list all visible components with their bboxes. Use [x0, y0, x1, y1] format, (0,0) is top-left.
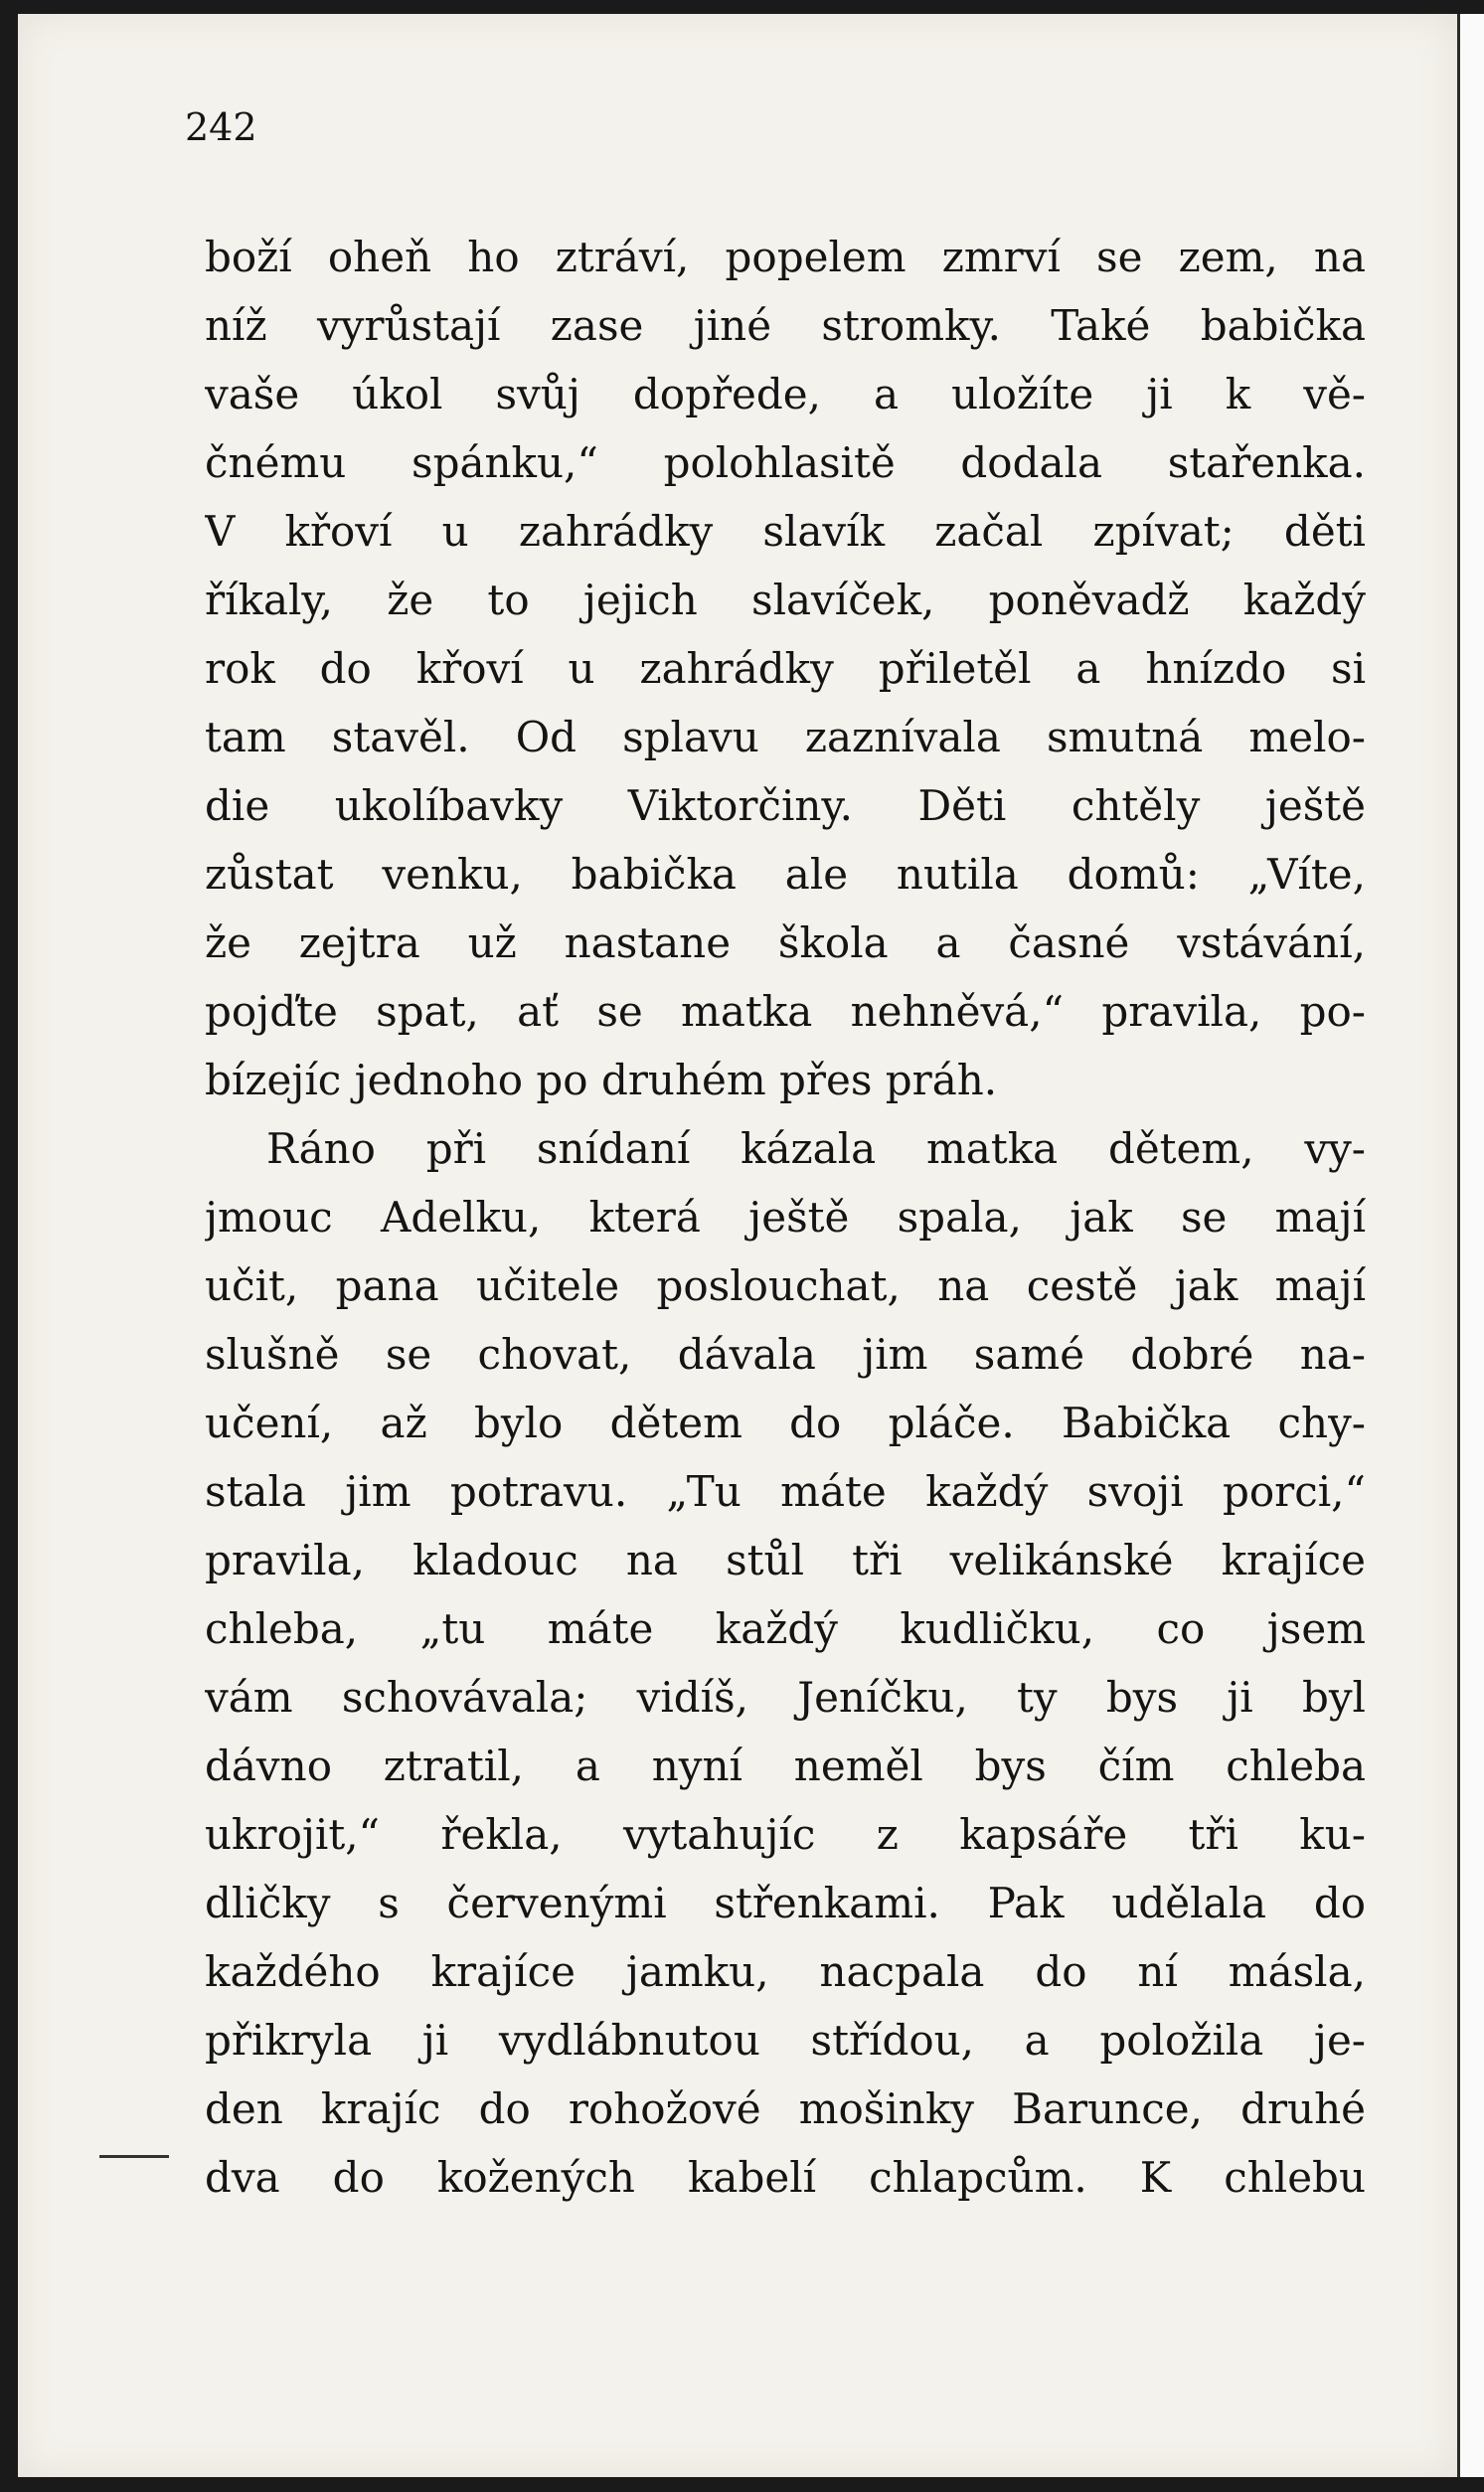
- text-line: rok do křoví u zahrádky přiletěl a hnízdo si: [205, 644, 1366, 693]
- text-line: níž vyrůstají zase jiné stromky. Také babička: [205, 301, 1366, 350]
- text-line: každého krajíce jamku, nacpala do ní másla,: [205, 1947, 1366, 1996]
- book-page: [18, 14, 1457, 2477]
- text-line: pojďte spat, ať se matka nehněvá,“ pravila, po-: [205, 987, 1366, 1036]
- page-number: 242: [185, 105, 257, 149]
- text-line: učit, pana učitele poslouchat, na cestě jak mají: [205, 1261, 1366, 1310]
- text-line: ukrojit,“ řekla, vytahujíc z kapsáře tři ku-: [205, 1810, 1366, 1859]
- text-line: učení, až bylo dětem do pláče. Babička chy-: [205, 1399, 1366, 1447]
- text-line: říkaly, že to jejich slavíček, poněvadž každý: [205, 576, 1366, 624]
- text-line: boží oheň ho ztráví, popelem zmrví se zem, na: [205, 233, 1366, 281]
- margin-mark: [99, 2155, 169, 2158]
- page-edge: [1457, 14, 1484, 2477]
- text-line: jmouc Adelku, která ještě spala, jak se mají: [205, 1193, 1366, 1242]
- text-line: pravila, kladouc na stůl tři velikánské krajíce: [205, 1536, 1366, 1584]
- text-line: chleba, „tu máte každý kudličku, co jsem: [205, 1604, 1366, 1653]
- text-line: tam stavěl. Od splavu zaznívala smutná melo-: [205, 713, 1366, 761]
- text-line: Ráno při snídaní kázala matka dětem, vy-: [266, 1124, 1366, 1173]
- text-line: dva do kožených kabelí chlapcům. K chlebu: [205, 2153, 1366, 2202]
- text-line: dávno ztratil, a nyní neměl bys čím chleba: [205, 1742, 1366, 1790]
- body-text: [205, 223, 1366, 2212]
- text-line: stala jim potravu. „Tu máte každý svoji porci,“: [205, 1467, 1366, 1516]
- text-line: slušně se chovat, dávala jim samé dobré na-: [205, 1330, 1366, 1379]
- text-line: přikryla ji vydlábnutou střídou, a položila je-: [205, 2016, 1366, 2065]
- text-line: zůstat venku, babička ale nutila domů: „Víte,: [205, 850, 1366, 899]
- text-line: bízejíc jednoho po druhém přes práh.: [205, 1056, 998, 1104]
- text-line: vám schovávala; vidíš, Jeníčku, ty bys ji byl: [205, 1673, 1366, 1722]
- text-line: die ukolíbavky Viktorčiny. Děti chtěly ještě: [205, 781, 1366, 830]
- text-line: čnému spánku,“ polohlasitě dodala stařenka.: [205, 438, 1366, 487]
- text-line: V křoví u zahrádky slavík začal zpívat; děti: [205, 507, 1366, 556]
- text-line: den krajíc do rohožové mošinky Barunce, druhé: [205, 2084, 1366, 2133]
- text-line: že zejtra už nastane škola a časné vstávání,: [205, 918, 1366, 967]
- text-line: dličky s červenými střenkami. Pak udělala do: [205, 1879, 1366, 1927]
- text-line: vaše úkol svůj dopřede, a uložíte ji k vě-: [205, 370, 1366, 418]
